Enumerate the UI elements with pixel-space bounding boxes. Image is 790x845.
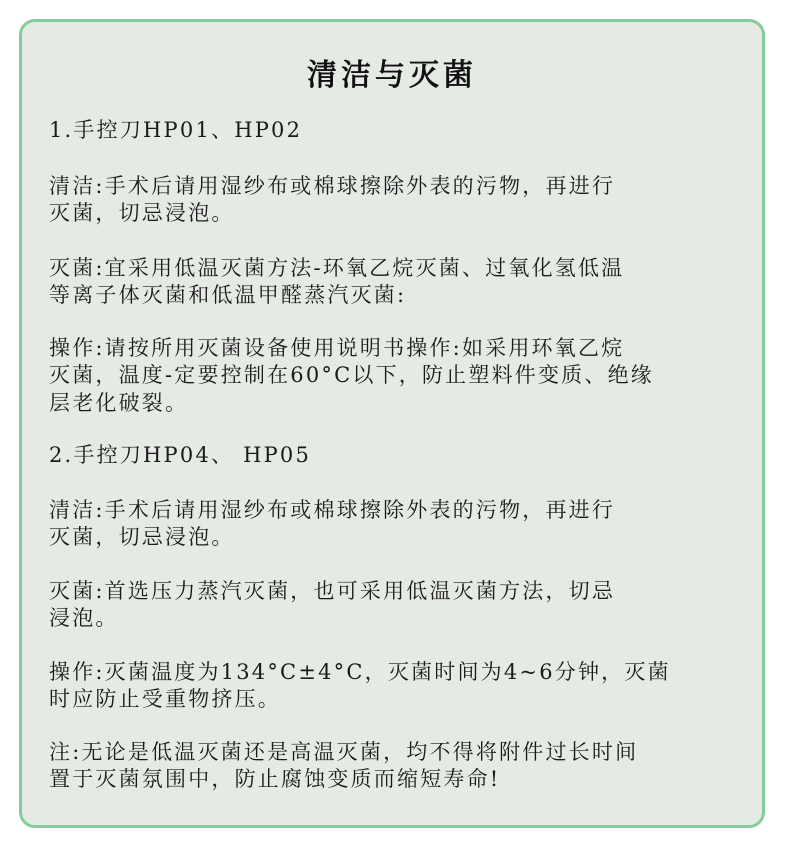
section-2-cleaning-line-2: 灭菌，切忌浸泡。 <box>49 525 235 549</box>
section-2-operation-line-1: 操作:灭菌温度为134°C±4°C，灭菌时间为4~6分钟，灭菌 <box>49 660 671 684</box>
section-1-sterilization-line-1: 灭菌:宜采用低温灭菌方法-环氧乙烷灭菌、过氧化氢低温 <box>49 256 625 280</box>
section-1-operation-line-3: 层老化破裂。 <box>49 391 189 415</box>
section-2-heading: 2.手控刀HP04、 HP05 <box>49 443 312 467</box>
section-1-operation-line-1: 操作:请按所用灭菌设备使用说明书操作:如采用环氧乙烷 <box>49 336 625 360</box>
section-2-sterilization-line-2: 浸泡。 <box>49 606 119 630</box>
section-1-heading: 1.手控刀HP01、HP02 <box>49 118 303 142</box>
cleaning-sterilization-card <box>19 19 765 828</box>
section-2-operation-line-2: 时应防止受重物挤压。 <box>49 687 281 711</box>
page-title: 清洁与灭菌 <box>307 58 477 93</box>
section-2-cleaning-line-1: 清洁:手术后请用湿纱布或棉球擦除外表的污物，再进行 <box>49 498 616 522</box>
section-1-cleaning-line-2: 灭菌，切忌浸泡。 <box>49 201 235 225</box>
section-1-sterilization-line-2: 等离子体灭菌和低温甲醛蒸汽灭菌: <box>49 283 407 307</box>
section-1-operation-line-2: 灭菌，温度-定要控制在60°C以下，防止塑料件变质、绝缘 <box>49 363 654 387</box>
note-line-1: 注:无论是低温灭菌还是高温灭菌，均不得将附件过长时间 <box>49 740 639 764</box>
section-2-sterilization-line-1: 灭菌:首选压力蒸汽灭菌，也可采用低温灭菌方法，切忌 <box>49 579 616 603</box>
note-line-2: 置于灭菌氛围中，防止腐蚀变质而缩短寿命! <box>49 767 501 791</box>
section-1-cleaning-line-1: 清洁:手术后请用湿纱布或棉球擦除外表的污物，再进行 <box>49 174 616 198</box>
